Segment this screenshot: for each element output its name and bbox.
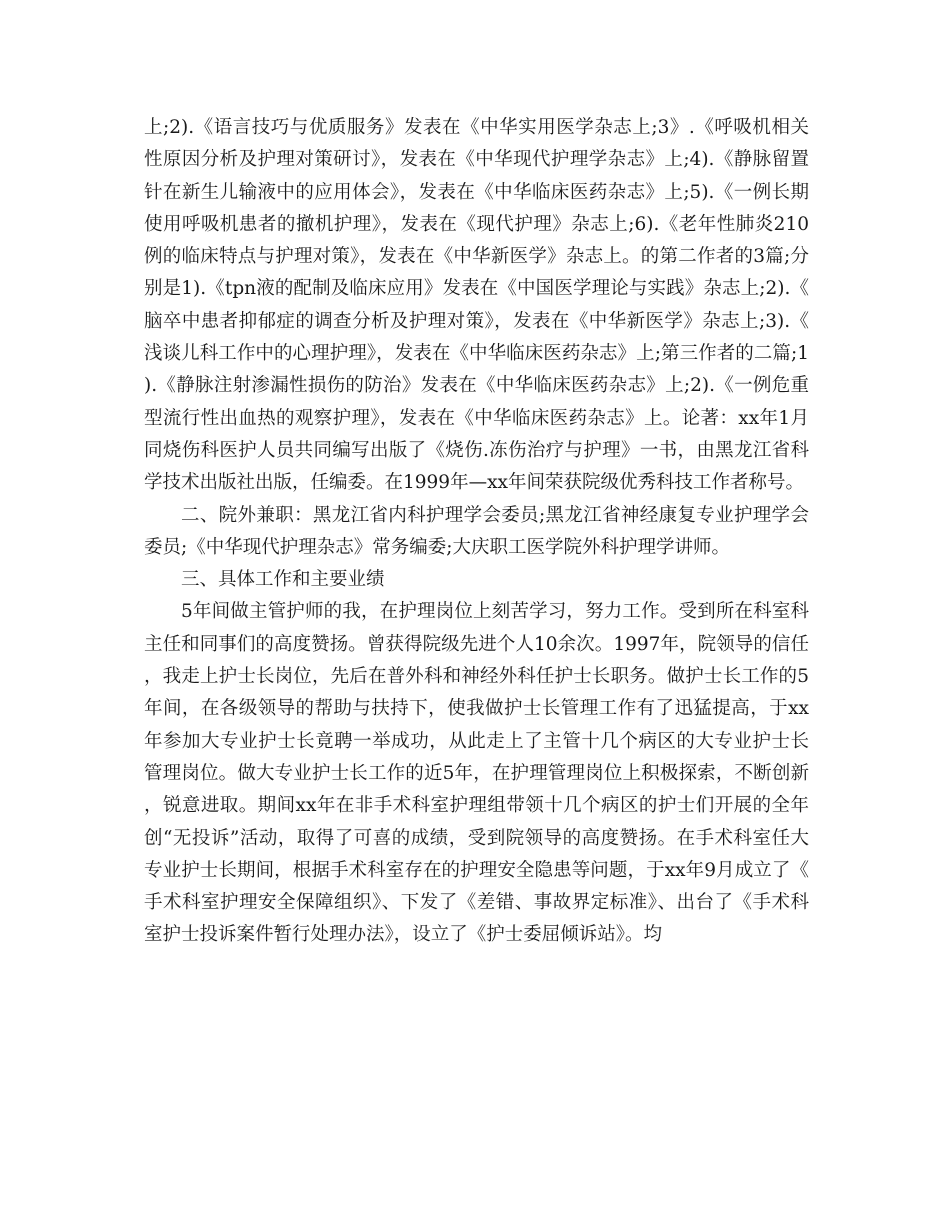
document-body [144,112,809,952]
paragraph-publications: 上;2).《语言技巧与优质服务》发表在《中华实用医学杂志上;3》.《呼吸机相关性原因分析及护理对策研讨》，发表在《中华现代护理学杂志》上;4).《静脉留置针在新生儿输液中的应用体会》，发表在《中华临床医药杂志》上;5).《一例长期使用呼吸机患者的撤机护理》，发表在《现代护理》杂志上;6).《老年性肺炎210例的临床特点与护理对策》，发表在《中华新医学》杂志上。的第二作者的3篇;分别是1).《tpn液的配制及临床应用》发表在《中国医学理论与实践》杂志上;2).《脑卒中患者抑郁症的调查分析及护理对策》，发表在《中华新医学》杂志上;3).《浅谈儿科工作中的心理护理》，发表在《中华临床医药杂志》上;第三作者的二篇;1).《静脉注射渗漏性损伤的防治》发表在《中华临床医药杂志》上;2).《一例危重型流行性出血热的观察护理》，发表在《中华临床医药杂志》上。论著：xx年1月同烧伤科医护人员共同编写出版了《烧伤.冻伤治疗与护理》一书，由黑龙江省科学技术出版社出版，任编委。在1999年—xx年间荣获院级优秀科技工作者称号。 [144,117,809,494]
paragraph-outside-positions: 二、院外兼职：黑龙江省内科护理学会委员;黑龙江省神经康复专业护理学会委员;《中华现代护理杂志》常务编委;大庆职工医学院外科护理学讲师。 [144,504,809,558]
section-heading-work-achievements: 三、具体工作和主要业绩 [181,569,385,591]
paragraph-work-achievements: 5年间做主管护师的我，在护理岗位上刻苦学习，努力工作。受到所在科室科主任和同事们的高度赞扬。曾获得院级先进个人10余次。1997年，院领导的信任，我走上护士长岗位，先后在普外科和神经外科任护士长职务。做护士长工作的5年间，在各级领导的帮助与扶持下，使我做护士长管理工作有了迅猛提高，于xx年参加大专业护士长竟聘一举成功，从此走上了主管十几个病区的大专业护士长管理岗位。做大专业护士长工作的近5年，在护理管理岗位上积极探索，不断创新，锐意进取。期间xx年在非手术科室护理组带领十几个病区的护士们开展的全年创“无投诉”活动，取得了可喜的成绩，受到院领导的高度赞扬。在手术科室任大专业护士长期间，根据手术科室存在的护理安全隐患等问题，于xx年9月成立了《手术科室护理安全保障组织》、下发了《差错、事故界定标准》、出台了《手术科室护士投诉案件暂行处理办法》，设立了《护士委屈倾诉站》。均 [144,601,809,946]
